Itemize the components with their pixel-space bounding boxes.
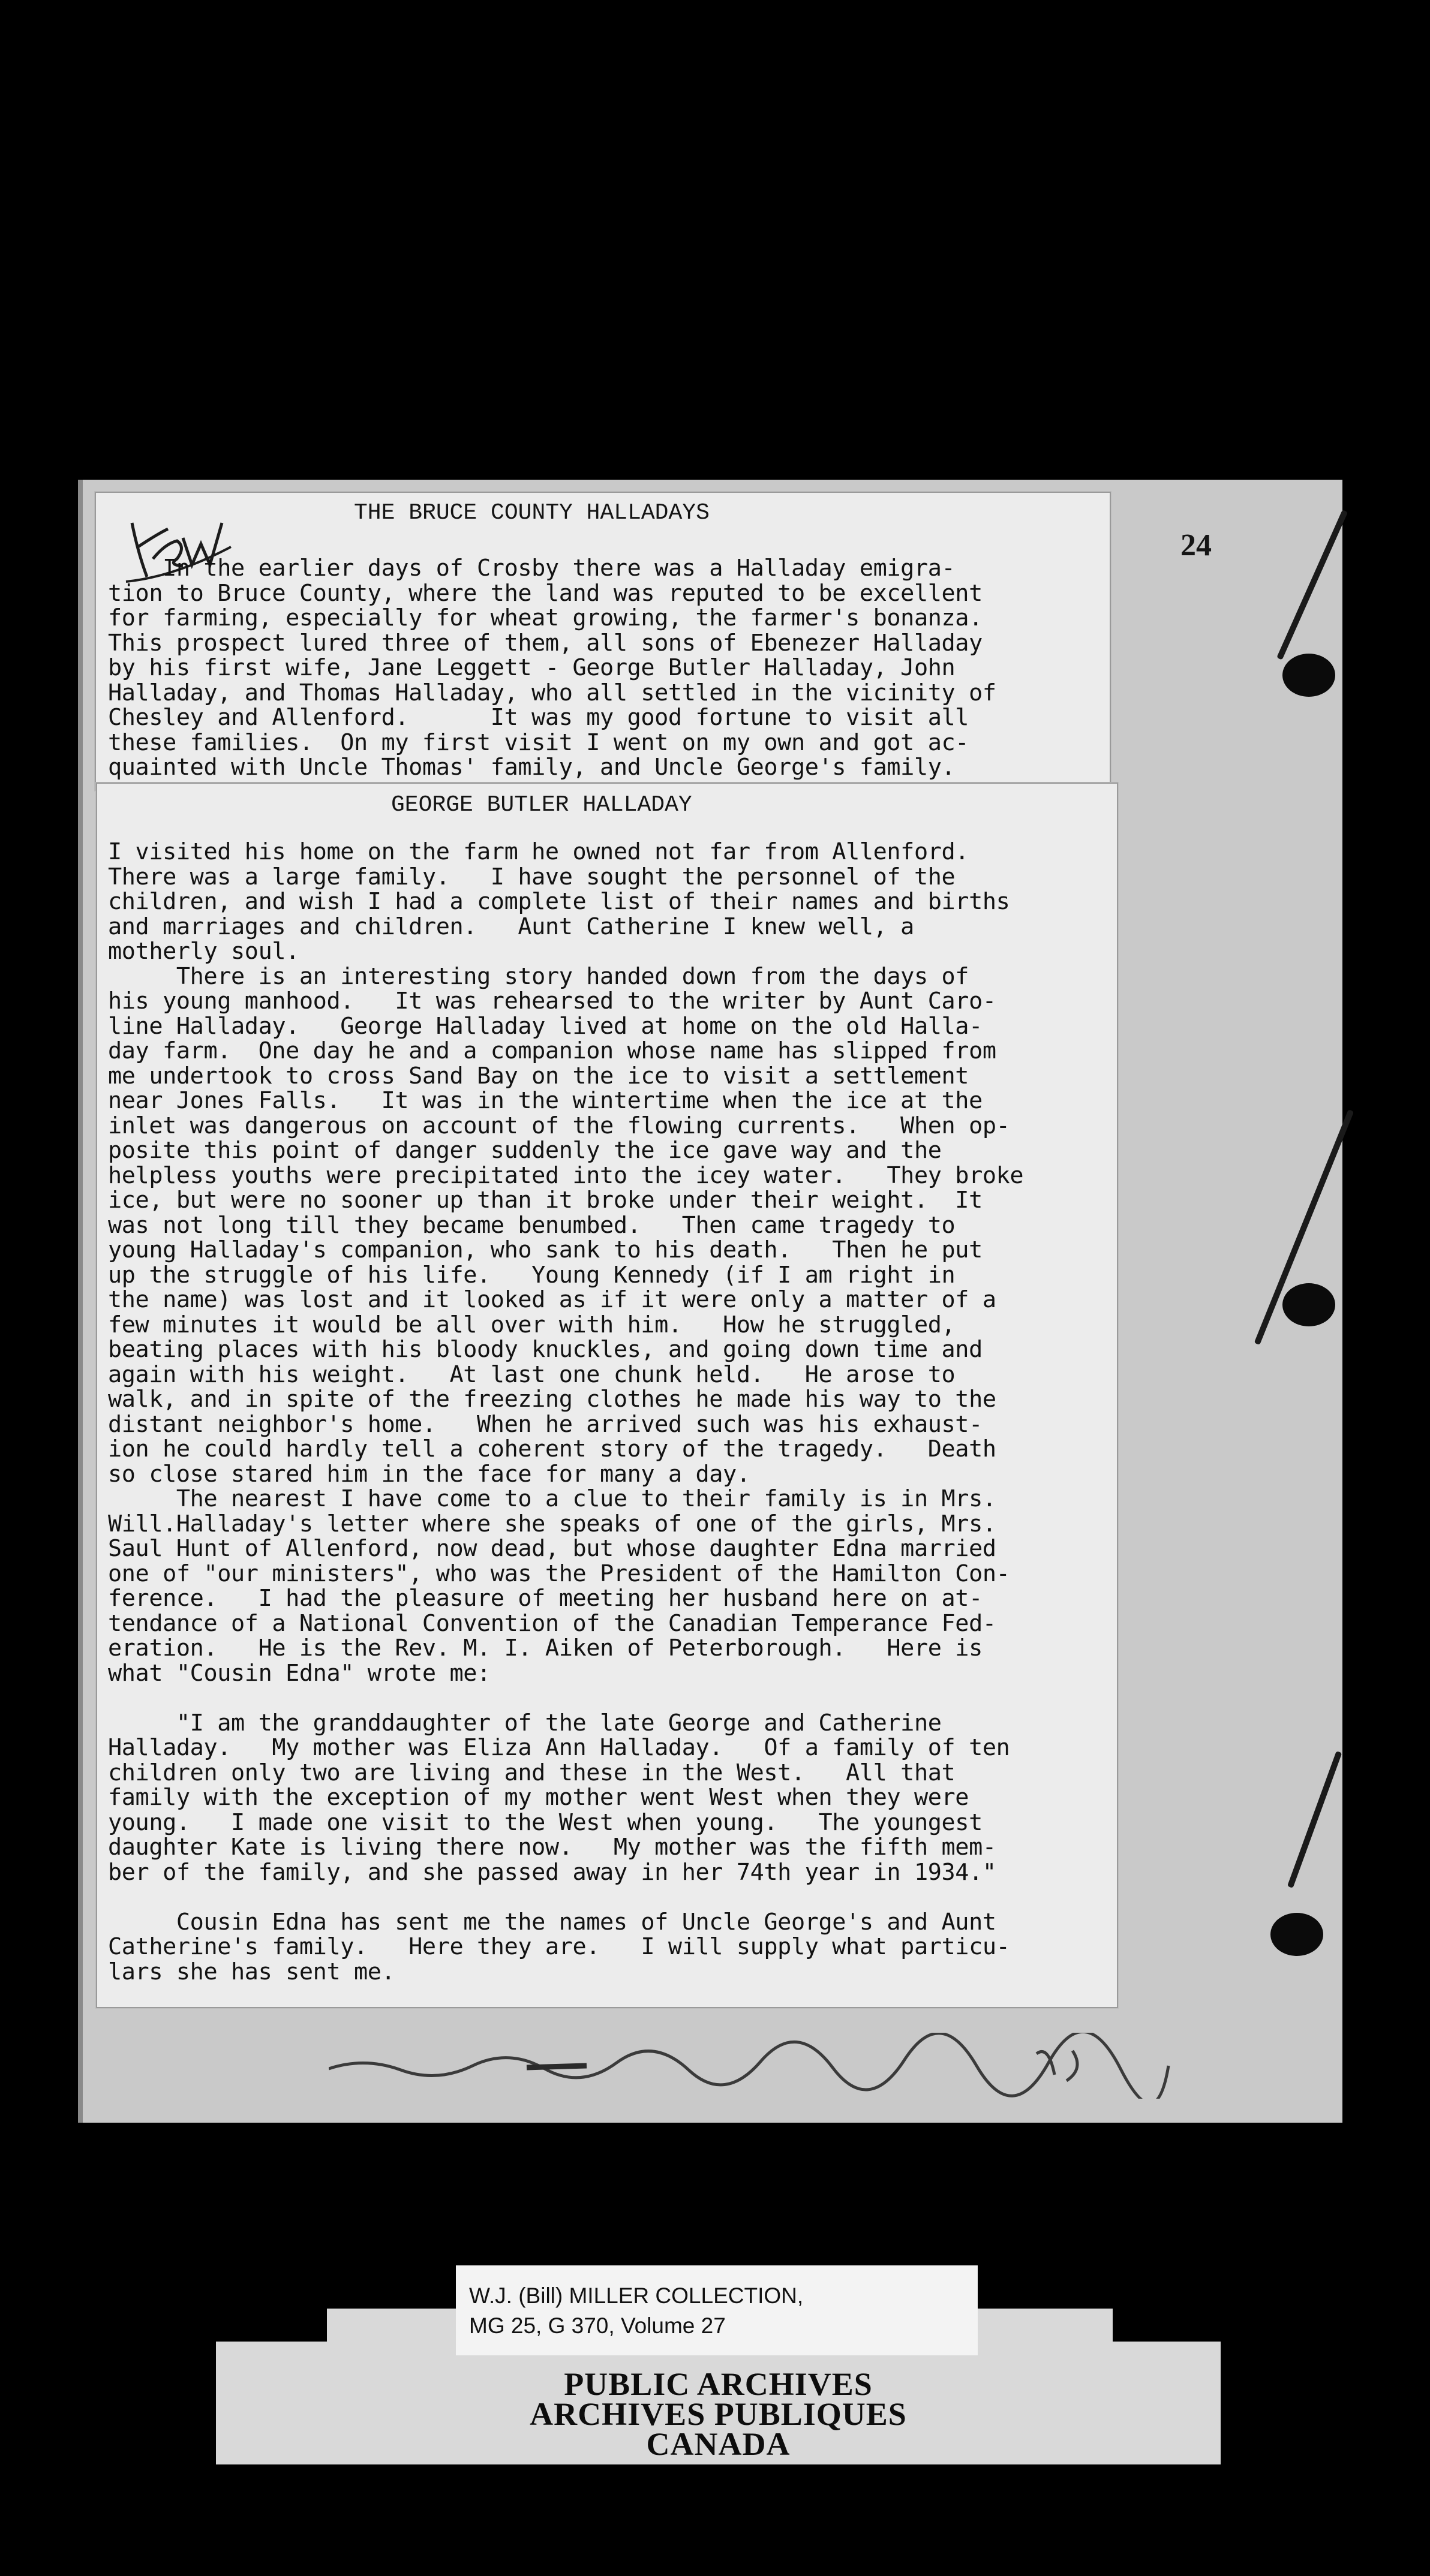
text-line: the name) was lost and it looked as if it were only a matter of a [108, 1286, 996, 1313]
text-line: lars she has sent me. [108, 1958, 395, 1985]
text-line: eration. He is the Rev. M. I. Aiken of Peterborough. Here is [108, 1635, 983, 1662]
text-line: what "Cousin Edna" wrote me: [108, 1659, 491, 1687]
text-line: and marriages and children. Aunt Catherine I knew well, a [108, 913, 914, 940]
text-line: tendance of a National Convention of the Canadian Temperance Fed- [108, 1609, 996, 1637]
text-line: Halladay, and Thomas Halladay, who all settled in the vicinity of [108, 679, 996, 706]
archive-line-archives-publiques: ARCHIVES PUBLIQUES [530, 2396, 907, 2432]
text-line: beating places with his bloody knuckles, and going down time and [108, 1336, 983, 1363]
text-line: me undertook to cross Sand Bay on the ice to visit a settlement [108, 1062, 969, 1090]
margin-mark-stroke [1287, 1751, 1342, 1888]
text-line: Halladay. My mother was Eliza Ann Halladay. Of a family of ten [108, 1734, 1010, 1761]
page-number: 24 [1180, 528, 1212, 562]
margin-mark-stroke [1276, 510, 1348, 660]
text-line: I visited his home on the farm he owned not far from Allenford. [108, 838, 969, 865]
text-line: again with his weight. At last one chunk held. He arose to [108, 1361, 956, 1388]
text-line: ion he could hardly tell a coherent story of the tragedy. Death [108, 1436, 996, 1462]
text-line: "I am the granddaughter of the late George and Catherine [108, 1709, 942, 1737]
text-line: these families. On my first visit I went on my own and got ac- [108, 729, 969, 756]
bottom-annotation-text: ᵗᴼᴿ ˢᶦ ᵉ ᵐᵒʳᵗ. ᴹ, ᶦⁿᵒᵏʳᵉʳ — ᵐᵉʳᵉᴰ ʸᵉᵃʳᵐ 8. 1281 — [329, 2092, 399, 2094]
text-line: his young manhood. It was rehearsed to the writer by Aunt Caro- [108, 988, 996, 1015]
section-body-george-butler [108, 839, 1023, 1984]
text-line: Cousin Edna has sent me the names of Uncle George's and Aunt [108, 1908, 996, 1936]
text-line: Chesley and Allenford. It was my good fortune to visit all [108, 704, 969, 731]
archive-line-canada: CANADA [646, 2426, 791, 2462]
text-line: In the earlier days of Crosby there was a Halladay emigra- [108, 555, 956, 582]
text-line: Will.Halladay's letter where she speaks of one of the girls, Mrs. [108, 1510, 996, 1537]
text-line: helpless youths were precipitated into the icey water. They broke [108, 1161, 1024, 1189]
text-line: tion to Bruce County, where the land was reputed to be excellent [108, 579, 983, 607]
section-heading-bruce-county: THE BRUCE COUNTY HALLADAYS [354, 500, 710, 526]
text-line: children only two are living and these in the West. All that [108, 1759, 956, 1786]
text-line: line Halladay. George Halladay lived at home on the old Halla- [108, 1012, 983, 1040]
main-text-slip [96, 783, 1118, 2008]
top-text-slip [95, 492, 1111, 791]
text-line: ice, but were no sooner up than it broke under their weight. It [108, 1187, 983, 1214]
text-line: day farm. One day he and a companion whose name has slipped from [108, 1037, 996, 1064]
text-line: quainted with Uncle Thomas' family, and Uncle George's family. [108, 754, 956, 781]
text-line: This prospect lured three of them, all sons of Ebenezer Halladay [108, 629, 983, 657]
text-line: There was a large family. I have sought the personnel of the [108, 863, 956, 890]
text-line: young. I made one visit to the West when young. The youngest [108, 1808, 983, 1836]
text-line: distant neighbor's home. When he arrived such was his exhaust- [108, 1410, 983, 1438]
punch-hole-top [1282, 654, 1335, 697]
text-line: daughter Kate is living there now. My mother was the fifth mem- [108, 1834, 996, 1861]
section-body-bruce-county [108, 556, 996, 780]
text-line: Saul Hunt of Allenford, now dead, but whose daughter Edna married [108, 1535, 996, 1562]
collection-slip [456, 2265, 978, 2355]
text-line: ference. I had the pleasure of meeting her husband here on at- [108, 1585, 983, 1612]
archive-line-public-archives: PUBLIC ARCHIVES [564, 2366, 873, 2402]
text-line: The nearest I have come to a clue to their family is in Mrs. [108, 1485, 996, 1512]
text-line: by his first wife, Jane Leggett - George Butler Halladay, John [108, 654, 956, 681]
text-line: There is an interesting story handed down from the days of [108, 962, 969, 990]
text-line: one of "our ministers", who was the President of the Hamilton Con- [108, 1560, 1010, 1587]
text-line: few minutes it would be all over with him. How he struggled, [108, 1311, 956, 1338]
punch-hole-middle [1282, 1283, 1335, 1326]
text-line: ber of the family, and she passed away in her 74th year in 1934." [108, 1858, 996, 1886]
text-line: motherly soul. [108, 938, 299, 965]
text-line: walk, and in spite of the freezing clothes he made his way to the [108, 1386, 996, 1413]
text-line: Catherine's family. Here they are. I will supply what particu- [108, 1933, 1010, 1960]
text-line: family with the exception of my mother went West when they were [108, 1784, 969, 1811]
text-line: young Halladay's companion, who sank to his death. Then he put [108, 1236, 983, 1263]
text-line: near Jones Falls. It was in the wintertime when the ice at the [108, 1087, 983, 1114]
section-heading-george-butler: GEORGE BUTLER HALLADAY [391, 792, 692, 818]
text-line: up the struggle of his life. Young Kennedy (if I am right in [108, 1261, 956, 1289]
text-line: children, and wish I had a complete list of their names and births [108, 888, 1010, 915]
punch-hole-bottom [1270, 1913, 1323, 1956]
text-line: posite this point of danger suddenly the ice gave way and the [108, 1137, 942, 1164]
text-line: was not long till they became benumbed. Then came tragedy to [108, 1211, 956, 1239]
text-line: so close stared him in the face for many a day. [108, 1460, 750, 1488]
collection-reference: MG 25, G 370, Volume 27 [469, 2313, 726, 2338]
label-notch-right [1113, 2273, 1221, 2342]
document-page [78, 480, 1342, 2123]
label-notch-left [216, 2273, 327, 2342]
text-line: for farming, especially for wheat growing, the farmer's bonanza. [108, 604, 983, 631]
text-line: inlet was dangerous on account of the flowing currents. When op- [108, 1112, 1010, 1139]
collection-name: W.J. (Bill) MILLER COLLECTION, [469, 2283, 804, 2308]
handwritten-bottom-annotation [329, 2033, 1180, 2099]
